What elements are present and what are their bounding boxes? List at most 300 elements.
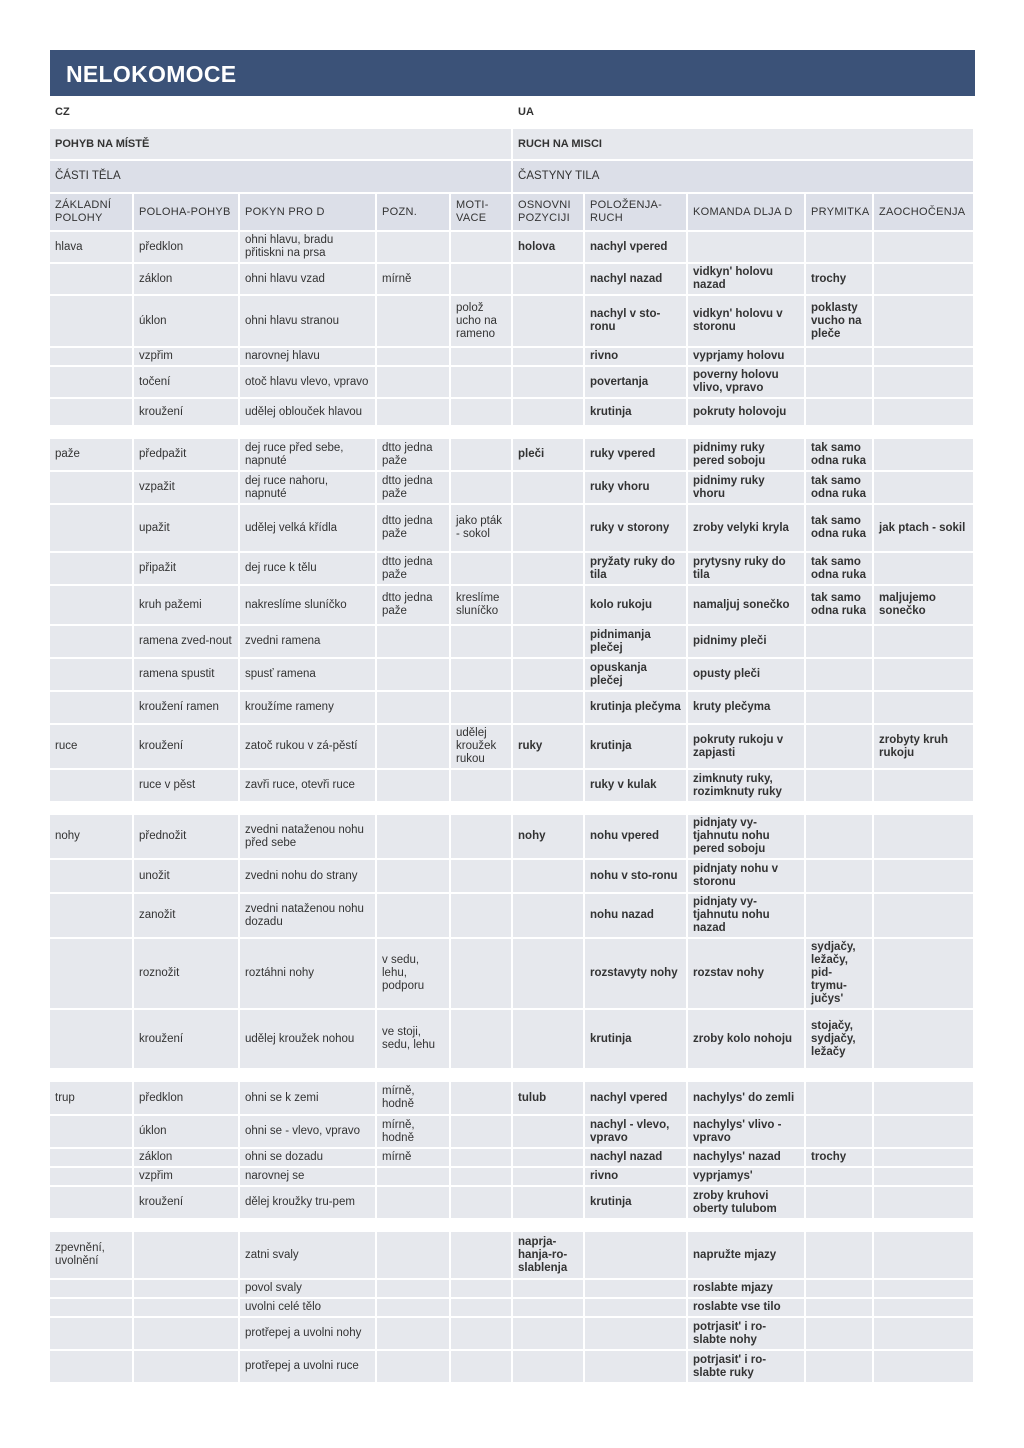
table-cell: kroužení [134,725,240,770]
table-cell [50,939,134,1010]
table-cell [806,1082,874,1116]
table-cell: nakreslíme sluníčko [240,586,377,626]
table-cell [513,553,585,586]
table-cell: kreslíme sluníčko [451,586,513,626]
table-cell [451,1318,513,1351]
table-cell: maljujemo sonečko [874,586,975,626]
table-cell [451,439,513,472]
table-cell [377,399,451,427]
table-cell: naprja-hanja-ro-slablenja [513,1232,585,1280]
table-cell [806,894,874,939]
table-cell [513,692,585,725]
table-cell [874,1299,975,1318]
column-header: POKYN PRO D [240,194,377,232]
table-cell [451,264,513,296]
table-cell: pryžaty ruky do tila [585,553,688,586]
table-cell: dej ruce nahoru, napnuté [240,472,377,505]
table-cell [134,1318,240,1351]
table-row [50,1149,975,1168]
table-cell: otoč hlavu vlevo, vpravo [240,367,377,399]
table-cell: ruky v storony [585,505,688,553]
table-cell: předklon [134,232,240,264]
table-cell [513,399,585,427]
table-cell [513,1168,585,1187]
table-cell: vidkyn' holovu v storonu [688,296,806,348]
table-cell [806,367,874,399]
table-cell [806,860,874,894]
part-ua: ČASTYNY TILA [513,161,975,194]
table-cell [513,860,585,894]
table-cell: roztáhni nohy [240,939,377,1010]
table-cell: ruce v pěst [134,770,240,803]
table-cell: nachylys' do zemli [688,1082,806,1116]
table-cell [585,1318,688,1351]
table-cell: opusty pleči [688,659,806,692]
table-cell: předpažit [134,439,240,472]
table-cell: pidnimanja plečej [585,626,688,659]
table-cell: potrjasit' i ro-slabte nohy [688,1318,806,1351]
table-cell: ohni se k zemi [240,1082,377,1116]
table-cell [806,1232,874,1280]
table-cell: zanožit [134,894,240,939]
table-cell: zvedni nataženou nohu před sebe [240,815,377,860]
table-cell: tak samo odna ruka [806,472,874,505]
table-cell [377,1351,451,1384]
table-cell [513,296,585,348]
table-cell [377,1168,451,1187]
table-cell [451,553,513,586]
table-cell: dtto jedna paže [377,586,451,626]
table-cell [806,232,874,264]
table-cell [50,348,134,367]
table-cell [451,1232,513,1280]
table-cell: rozstavyty nohy [585,939,688,1010]
table-cell: zvedni ramena [240,626,377,659]
table-cell [451,894,513,939]
table-cell [513,472,585,505]
table-row [50,815,975,860]
table-cell [50,1168,134,1187]
table-cell: nachyl nazad [585,1149,688,1168]
table-cell: pokruty rukoju v zapjasti [688,725,806,770]
table-cell: nachyl vpered [585,1082,688,1116]
table-cell: zroby kolo nohoju [688,1010,806,1070]
table-cell [874,1168,975,1187]
table-cell [806,815,874,860]
column-header: MOTI-VACE [451,194,513,232]
table-cell: nohy [513,815,585,860]
table-cell [134,1351,240,1384]
table-row [50,399,975,427]
table-cell: udělej kroužek rukou [451,725,513,770]
table-cell [451,1116,513,1149]
table-cell: trochy [806,264,874,296]
table-cell: nachylys' vlivo - vpravo [688,1116,806,1149]
table-cell: trup [50,1082,134,1116]
table-cell: poverny holovu vlivo, vpravo [688,367,806,399]
table-cell: nachyl - vlevo, vpravo [585,1116,688,1149]
table-cell: rivno [585,348,688,367]
column-header: PRYMITKA [806,194,874,232]
table-cell [513,770,585,803]
table-cell [451,692,513,725]
spacer-cell [50,1070,975,1082]
table-cell [134,1280,240,1299]
section-ua: RUCH NA MISCI [513,129,975,161]
table-cell [513,1318,585,1351]
table-cell: roslabte vse tilo [688,1299,806,1318]
table-cell: nohu v sto-ronu [585,860,688,894]
table-cell [806,1280,874,1299]
group-spacer [50,803,975,815]
group-spacer [50,1070,975,1082]
table-cell: krutinja [585,725,688,770]
table-cell: předklon [134,1082,240,1116]
table-cell: dtto jedna paže [377,439,451,472]
table-cell: tak samo odna ruka [806,553,874,586]
table-cell: krutinja plečyma [585,692,688,725]
table-cell [451,1168,513,1187]
table-cell [50,626,134,659]
column-header-row [50,194,975,232]
title-banner [50,50,975,96]
table-cell [806,399,874,427]
table-cell: ruky vpered [585,439,688,472]
table-cell: vyprjamys' [688,1168,806,1187]
table-cell [806,659,874,692]
table-cell [874,939,975,1010]
table-cell [874,1116,975,1149]
table-cell: vzpažit [134,472,240,505]
table-cell [806,770,874,803]
table-cell [50,399,134,427]
table-cell: krutinja [585,399,688,427]
table-cell [50,367,134,399]
table-cell: dej ruce před sebe, napnuté [240,439,377,472]
table-cell: pidnjaty vy-tjahnutu nohu nazad [688,894,806,939]
table-cell [585,1280,688,1299]
table-cell [513,1116,585,1149]
table-cell: připažit [134,553,240,586]
table-cell [513,367,585,399]
table-cell: povol svaly [240,1280,377,1299]
table-cell [806,1351,874,1384]
table-cell: nohy [50,815,134,860]
table-cell [377,659,451,692]
table-cell [585,1232,688,1280]
table-cell: zrobyty kruh rukoju [874,725,975,770]
table-cell: ramena zved-nout [134,626,240,659]
table-row [50,1010,975,1070]
table-cell: narovnej se [240,1168,377,1187]
table-cell [451,1149,513,1168]
table-cell: nohu nazad [585,894,688,939]
table-cell [50,692,134,725]
column-header: ZÁKLADNÍ POLOHY [50,194,134,232]
table-cell [451,626,513,659]
table-cell: nachyl nazad [585,264,688,296]
table-cell [451,1280,513,1299]
table-cell [513,939,585,1010]
table-cell: přednožit [134,815,240,860]
table-cell [377,1280,451,1299]
table-cell [874,1351,975,1384]
table-cell [451,232,513,264]
table-cell: unožit [134,860,240,894]
table-row [50,1351,975,1384]
table-cell: ohni hlavu, bradu přitiskni na prsa [240,232,377,264]
table-cell [377,725,451,770]
table-cell: dělej kroužky tru-pem [240,1187,377,1220]
table-cell: nohu vpered [585,815,688,860]
table-cell: vzpřim [134,1168,240,1187]
table-cell: kroužení [134,1187,240,1220]
table-cell [806,1318,874,1351]
table-cell [874,1280,975,1299]
table-cell: kruty plečyma [688,692,806,725]
table-cell: ruce [50,725,134,770]
table-cell [377,1232,451,1280]
table-cell: kruh pažemi [134,586,240,626]
table-cell: úklon [134,1116,240,1149]
table-row [50,472,975,505]
table-cell: ohni se - vlevo, vpravo [240,1116,377,1149]
table-cell [451,367,513,399]
table-cell: kolo rukoju [585,586,688,626]
table-cell [451,1299,513,1318]
table-cell: napružte mjazy [688,1232,806,1280]
table-cell: ve stoji, sedu, lehu [377,1010,451,1070]
table-cell [50,1280,134,1299]
table-row [50,725,975,770]
table-cell [874,439,975,472]
table-cell: zvedni nataženou nohu dozadu [240,894,377,939]
table-cell [50,1010,134,1070]
table-cell: roslabte mjazy [688,1280,806,1299]
table-cell [513,626,585,659]
table-row [50,1299,975,1318]
table-cell: rivno [585,1168,688,1187]
table-cell: krutinja [585,1187,688,1220]
table-cell [50,860,134,894]
table-row [50,626,975,659]
table-row [50,586,975,626]
table-cell [513,348,585,367]
table-cell: ohni hlavu stranou [240,296,377,348]
table-cell [874,1149,975,1168]
table-row [50,439,975,472]
table-cell [874,894,975,939]
table-cell [451,1082,513,1116]
table-cell: polož ucho na rameno [451,296,513,348]
table-cell [513,586,585,626]
column-header: POLOHA-POHYB [134,194,240,232]
table-cell: roznožit [134,939,240,1010]
table-cell [377,1318,451,1351]
table-cell [874,1187,975,1220]
column-header: KOMANDA DLJA D [688,194,806,232]
table-row [50,659,975,692]
table-row [50,1318,975,1351]
table-cell: ruky [513,725,585,770]
table-cell: ramena spustit [134,659,240,692]
table-row [50,348,975,367]
table-cell: pidnimy pleči [688,626,806,659]
table-cell [377,232,451,264]
movement-table [50,97,975,1384]
table-row [50,1187,975,1220]
table-row [50,770,975,803]
table-cell: tulub [513,1082,585,1116]
table-cell [50,1116,134,1149]
table-cell [50,659,134,692]
table-cell [377,860,451,894]
table-cell: záklon [134,1149,240,1168]
table-cell [377,1299,451,1318]
table-row [50,1232,975,1280]
table-cell: spusť ramena [240,659,377,692]
column-header: OSNOVNI POZYCIJI [513,194,585,232]
table-cell [377,626,451,659]
table-cell [50,1149,134,1168]
table-cell: nachyl vpered [585,232,688,264]
table-cell [377,770,451,803]
table-cell: udělej oblouček hlavou [240,399,377,427]
table-cell [874,232,975,264]
table-cell: sydjačy, ležačy, pid-trymu-jučys' [806,939,874,1010]
table-cell: mírně, hodně [377,1082,451,1116]
table-cell: opuskanja plečej [585,659,688,692]
table-cell: jako pták - sokol [451,505,513,553]
table-cell [50,770,134,803]
table-cell: v sedu, lehu, podporu [377,939,451,1010]
table-cell [874,1232,975,1280]
table-cell: udělej velká křídla [240,505,377,553]
table-cell [806,1168,874,1187]
table-cell [513,264,585,296]
table-cell: kroužíme rameny [240,692,377,725]
table-cell [451,1351,513,1384]
table-cell: protřepej a uvolni nohy [240,1318,377,1351]
table-cell: pidnimy ruky vhoru [688,472,806,505]
table-cell [688,232,806,264]
column-header: POLOŽENJA-RUCH [585,194,688,232]
table-row [50,692,975,725]
table-cell: hlava [50,232,134,264]
table-cell [377,815,451,860]
table-cell: tak samo odna ruka [806,439,874,472]
table-cell [50,1318,134,1351]
table-cell [451,815,513,860]
table-row [50,553,975,586]
table-cell [451,939,513,1010]
table-cell: udělej kroužek nohou [240,1010,377,1070]
table-row [50,1280,975,1299]
table-cell [874,659,975,692]
table-cell: potrjasit' i ro-slabte ruky [688,1351,806,1384]
table-cell: dtto jedna paže [377,472,451,505]
table-cell: zatoč rukou v zá-pěstí [240,725,377,770]
table-cell [806,1116,874,1149]
table-cell [451,399,513,427]
table-cell [806,1299,874,1318]
table-cell: dtto jedna paže [377,505,451,553]
table-cell: upažit [134,505,240,553]
table-cell: záklon [134,264,240,296]
table-cell [50,472,134,505]
table-cell: kroužení ramen [134,692,240,725]
table-cell [513,1187,585,1220]
table-cell: poklasty vucho na plečе [806,296,874,348]
table-cell: pleči [513,439,585,472]
table-cell: vzpřim [134,348,240,367]
table-cell: mírně, hodně [377,1116,451,1149]
table-cell [50,553,134,586]
table-cell [874,553,975,586]
table-cell [50,1187,134,1220]
table-cell [134,1232,240,1280]
table-cell [50,264,134,296]
table-cell [50,894,134,939]
table-cell: kroužení [134,1010,240,1070]
table-cell: zavři ruce, otevři ruce [240,770,377,803]
table-cell [513,894,585,939]
table-cell [874,860,975,894]
table-row [50,367,975,399]
table-cell [585,1351,688,1384]
table-cell [874,1082,975,1116]
table-cell: stojačy, sydjačy, ležačy [806,1010,874,1070]
table-cell [513,1299,585,1318]
table-cell: ruky v kulak [585,770,688,803]
table-cell: ruky vhoru [585,472,688,505]
table-row [50,939,975,1010]
table-cell [513,1149,585,1168]
table-cell [513,1351,585,1384]
section-cz: POHYB NA MÍSTĚ [50,129,513,161]
table-cell [874,692,975,725]
table-cell: narovnej hlavu [240,348,377,367]
table-cell [50,296,134,348]
table-cell: pidnjaty vy-tjahnutu nohu pered soboju [688,815,806,860]
group-spacer [50,427,975,439]
table-cell: nachyl v sto-ronu [585,296,688,348]
page-title: NELOKOMOCE [66,61,237,87]
table-cell: mírně [377,264,451,296]
table-cell: uvolni celé tělo [240,1299,377,1318]
table-cell [451,860,513,894]
table-cell [50,1351,134,1384]
table-cell [874,296,975,348]
table-cell: dej ruce k tělu [240,553,377,586]
table-cell [377,692,451,725]
table-cell: vyprjamy holovu [688,348,806,367]
table-cell: točení [134,367,240,399]
table-cell [874,815,975,860]
table-row [50,505,975,553]
table-cell: paže [50,439,134,472]
table-cell: úklon [134,296,240,348]
table-cell: krutinja [585,1010,688,1070]
table-cell: mírně [377,1149,451,1168]
table-cell [874,1318,975,1351]
table-cell [513,1280,585,1299]
table-cell: pidnjaty nohu v storonu [688,860,806,894]
table-cell: zatni svaly [240,1232,377,1280]
spacer-cell [50,803,975,815]
table-cell [50,505,134,553]
table-cell [377,367,451,399]
